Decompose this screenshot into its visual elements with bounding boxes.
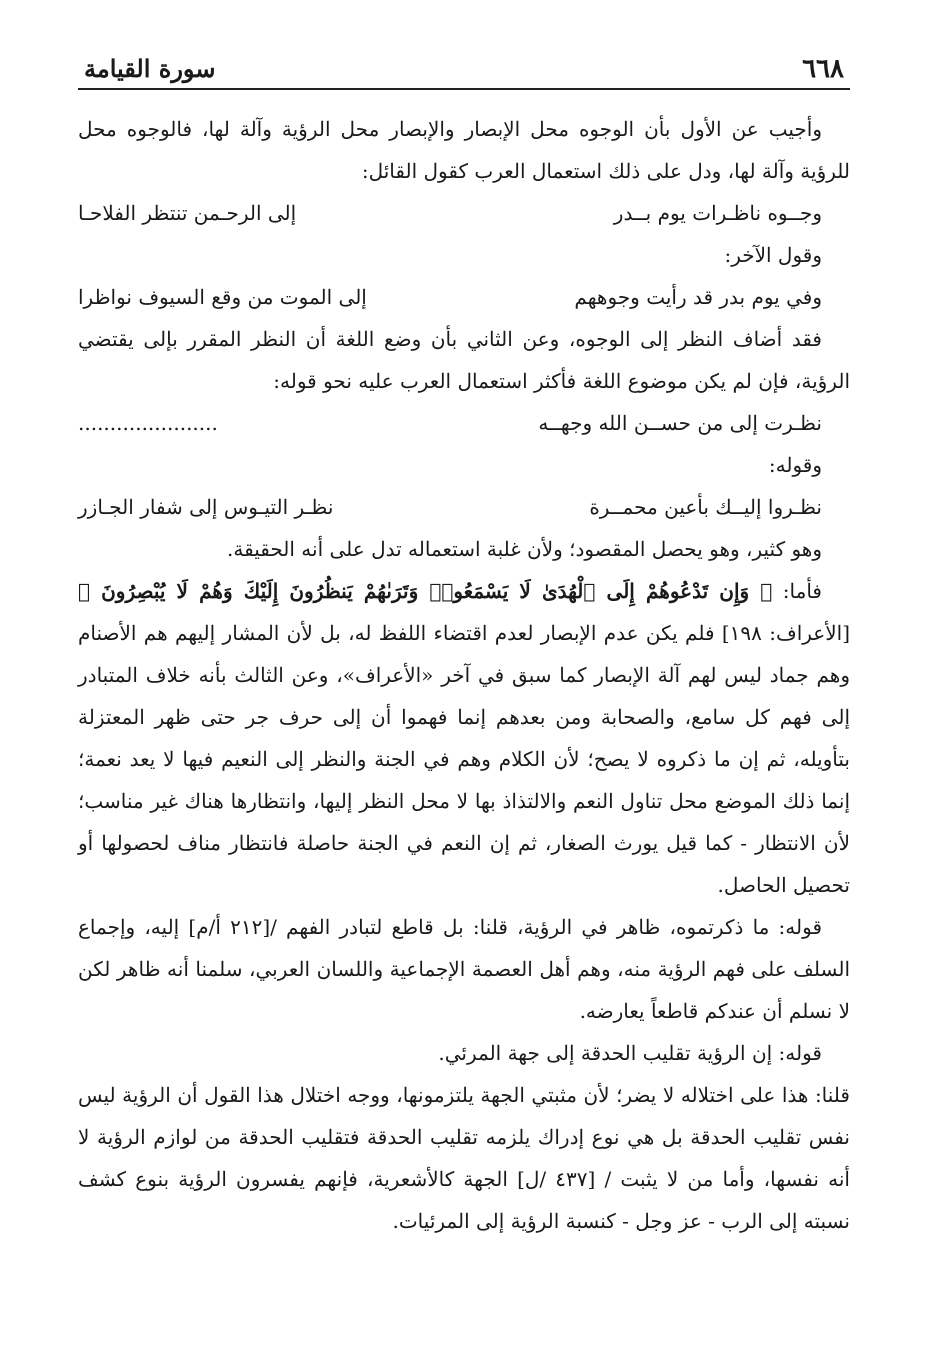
paragraph-text: [الأعراف: ١٩٨] فلم يكن عدم الإبصار لعدم اقتضاء اللفظ له، بل لأن المشار إليهم هم الأصنام وهم جماد ليس لهم آلة الإبصار كما سبق في آخر «الأعراف»، وعن الثالث بأنه خلاف المتبادر إلى فهم كل سامع، والصحابة ومن بعدهم إنما فهموا أن إلى حرف جر حتى ظهر المعتزلة بتأويله، ثم إن ما ذكروه لا يصح؛ لأن الكلام وهم في الجنة والنظر إلى النعيم فيها لا يعد نعمة؛ إنما ذلك الموضع محل تناول النعم والالتذاذ بها لا محل النظر إليها، وانتظارها هناك غير مناسب؛ لأن الانتظار - كما قيل يورث الصغار، ثم إن النعم في الجنة حاصلة فانتظار مناف لحصولها أو تحصيل الحاصل.: [78, 621, 851, 897]
paragraph: وهو كثير، وهو يحصل المقصود؛ ولأن غلبة استعماله تدل على أنه الحقيقة.: [227, 537, 822, 561]
surah-title: سورة القيامة: [84, 54, 216, 83]
poetry-verse: [78, 276, 850, 318]
paragraph-prefix: فأما:: [782, 579, 822, 603]
book-page: [78, 48, 850, 1242]
verse-hemistich: وجــوه ناظـرات يوم بــدر: [613, 201, 822, 225]
poetry-verse: [78, 192, 850, 234]
paragraph: وقوله:: [768, 453, 822, 477]
verse-hemistich: إلى الرحـمن تنتظر الفلاحـا: [78, 201, 297, 225]
verse-hemistich: نظـر التيـوس إلى شفار الجـازر: [78, 495, 334, 519]
verse-hemistich: ......................: [78, 411, 218, 435]
paragraph: وأجيب عن الأول بأن الوجوه محل الإبصار والإبصار محل الرؤية وآلة لها، فالوجوه محل للرؤية وآلة لها، ودل على ذلك استعمال العرب كقول القائل:: [78, 117, 850, 183]
paragraph: فقد أضاف النظر إلى الوجوه، وعن الثاني بأن وضع اللغة أن النظر المقرر بإلى يقتضي الرؤية، فإن لم يكن موضوع اللغة فأكثر استعمال العرب عليه نحو قوله:: [78, 327, 850, 393]
page-body: [78, 90, 850, 1242]
quran-verse: ﴿ وَإِن تَدْعُوهُمْ إِلَى ٱلْهُدَىٰ لَا يَسْمَعُوا۟ وَتَرَىٰهُمْ يَنظُرُونَ إِلَيْكَ وَهُمْ لَا يُبْصِرُونَ ﴾: [78, 579, 773, 603]
verse-hemistich: نظـروا إليــك بأعين محمــرة: [589, 495, 822, 519]
paragraph: [78, 570, 850, 906]
verse-hemistich: نظـرت إلى من حســن الله وجهــه: [538, 411, 822, 435]
paragraph: قلنا: هذا على اختلاله لا يضر؛ لأن مثبتي الجهة يلتزمونها، ووجه اختلال هذا القول أن الرؤية ليس نفس تقليب الحدقة بل هي نوع إدراك يلزمه تقليب الحدقة فتقليب الحدقة من لوازم الرؤية لا أنه نفسها، وأما من لا يثبت / [٤٣٧ /ل] الجهة كالأشعرية، فإنهم يفسرون الرؤية بنوع كشف نسبته إلى الرب - عز وجل - كنسبة الرؤية إلى المرئيات.: [78, 1083, 850, 1233]
paragraph: قوله: ما ذكرتموه، ظاهر في الرؤية، قلنا: بل قاطع لتبادر الفهم /[٢١٢ أ/م] إليه، وإجماع السلف على فهم الرؤية منه، وهم أهل العصمة الإجماعية واللسان العربي، سلمنا أنه ظاهر لكن لا نسلم أن عندكم قاطعاً يعارضه.: [78, 915, 850, 1023]
page-header: [78, 48, 850, 90]
poetry-verse: [78, 486, 850, 528]
paragraph: قوله: إن الرؤية تقليب الحدقة إلى جهة المرئي.: [438, 1041, 822, 1065]
poetry-verse: [78, 402, 850, 444]
verse-hemistich: إلى الموت من وقع السيوف نواظرا: [78, 285, 367, 309]
page-number: ٦٦٨: [802, 54, 844, 84]
paragraph: وقول الآخر:: [724, 243, 822, 267]
verse-hemistich: وفي يوم بدر قد رأيت وجوههم: [574, 285, 822, 309]
